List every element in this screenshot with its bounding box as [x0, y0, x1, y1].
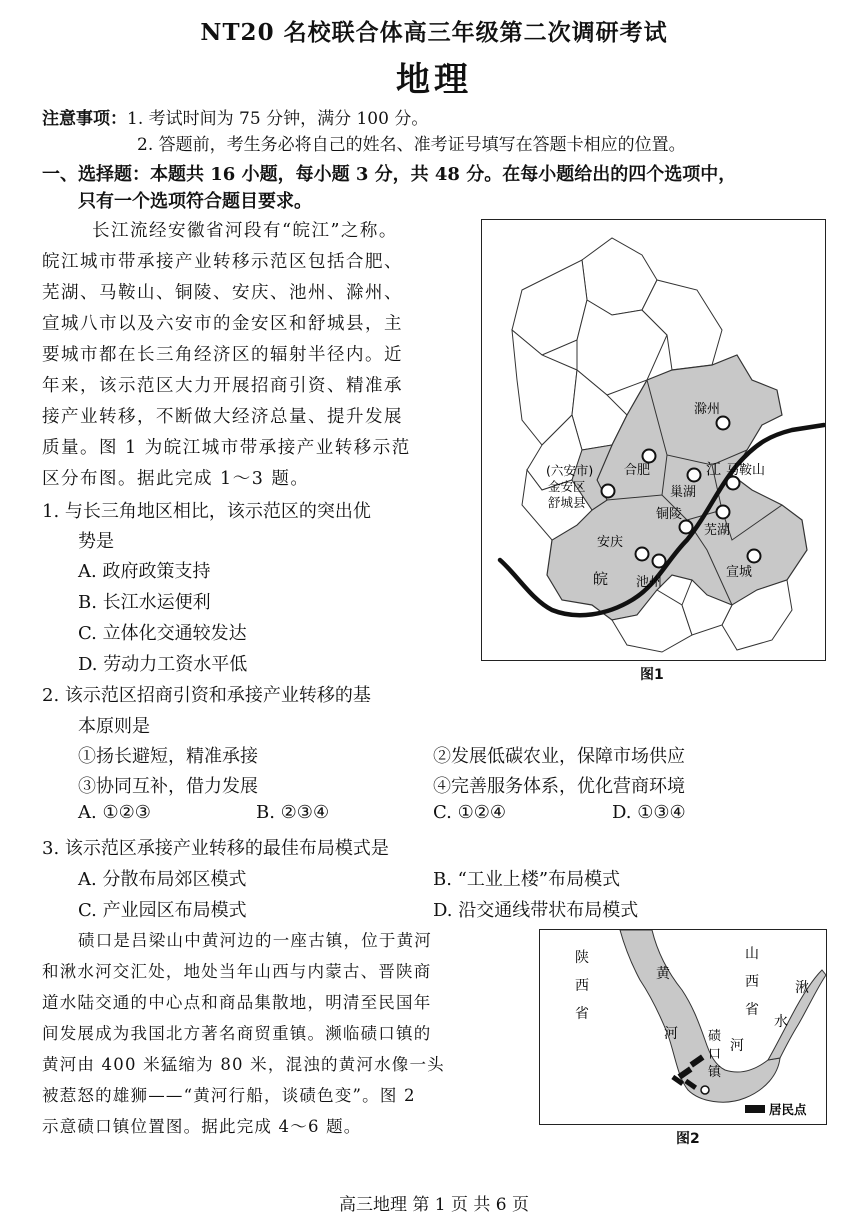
- notice-line-1: [42, 104, 428, 129]
- city-marker-xuancheng: [748, 550, 761, 563]
- label-chizhou: 池州: [636, 575, 663, 590]
- city-marker-chizhou: [653, 555, 666, 568]
- label-chaohu: 巢湖: [670, 485, 697, 500]
- passage-2-line: 和湫水河交汇处，地处当年山西与内蒙古、晋陕商: [42, 962, 432, 981]
- subject-title: 地理: [396, 60, 472, 100]
- label-qikou-1: 碛: [708, 1029, 722, 1044]
- section-heading-line-2: 只有一个选项符合题目要求。: [78, 191, 312, 212]
- label-wuhu: 芜湖: [704, 523, 731, 538]
- legend-label: 居民点: [769, 1102, 807, 1117]
- label-shaanxi-1: 陕: [575, 950, 589, 966]
- label-qikou-2: 口: [708, 1047, 722, 1062]
- notice-label: 注意事项：: [42, 109, 127, 129]
- q2-option-a: A. ①②③: [78, 802, 151, 823]
- legend-settlement-swatch: [745, 1105, 765, 1113]
- notice-item-1: 1. 考试时间为 75 分钟，满分 100 分。: [127, 109, 429, 129]
- label-qiushui-1: 湫: [795, 980, 809, 996]
- label-he: 河: [664, 1026, 678, 1042]
- q3-option-b: B. “工业上楼”布局模式: [433, 869, 621, 890]
- passage-1-line: 质量。图 1 为皖江城市带承接产业转移示范: [42, 438, 411, 458]
- section-heading-line-1: 一、选择题：本题共 16 小题，每小题 3 分，共 48 分。在每小题给出的四个选项中，: [42, 164, 737, 185]
- notice-item-2: 2. 答题前，考生务必将自己的姓名、准考证号填写在答题卡相应的位置。: [137, 135, 686, 155]
- page-footer: 高三地理 第 1 页 共 6 页: [338, 1195, 530, 1215]
- q2-item-1: ①扬长避短，精准承接: [78, 746, 258, 767]
- q1-stem-2: 势是: [78, 531, 114, 552]
- figure-2-map: [539, 929, 827, 1125]
- q2-item-4: ④完善服务体系，优化营商环境: [433, 776, 685, 797]
- label-anqing: 安庆: [597, 535, 624, 550]
- passage-1-line: 宣城八市以及六安市的金安区和舒城县，主: [42, 314, 403, 334]
- q1-option-b: B. 长江水运便利: [78, 592, 211, 613]
- passage-2-line: 黄河由 400 米猛缩为 80 米，混浊的黄河水像一头: [42, 1055, 445, 1074]
- city-marker-tongling: [680, 521, 693, 534]
- q3-option-d: D. 沿交通线带状布局模式: [433, 900, 639, 921]
- city-marker-maanshan: [727, 477, 740, 490]
- label-shanxi-2: 西: [745, 974, 759, 990]
- label-huang: 黄: [656, 966, 670, 982]
- q3-stem: 3. 该示范区承接产业转移的最佳布局模式是: [42, 838, 389, 859]
- label-shanxi-1: 山: [745, 946, 759, 962]
- passage-1-line: 年来，该示范区大力开展招商引资、精准承: [42, 376, 403, 396]
- passage-2-line: 碛口是吕梁山中黄河边的一座古镇，位于黄河: [78, 931, 432, 950]
- q1-option-c: C. 立体化交通较发达: [78, 623, 247, 644]
- passage-1-line: 要城市都在长三角经济区的辐射半径内。近: [42, 345, 403, 365]
- exam-title: NT20 名校联合体高三年级第二次调研考试: [200, 19, 668, 46]
- figure-2-svg: [540, 930, 826, 1124]
- passage-1: [42, 216, 466, 495]
- passage-2: [42, 925, 522, 1142]
- figure-1-map: [481, 219, 826, 661]
- city-marker-hefei: [643, 450, 656, 463]
- city-marker-chuzhou: [717, 417, 730, 430]
- passage-1-line: 芜湖、马鞍山、铜陵、安庆、池州、滁州、: [42, 283, 403, 303]
- q2-option-d: D. ①③④: [612, 802, 686, 823]
- passage-1-line: 区分布图。据此完成 1～3 题。: [42, 469, 310, 489]
- q1-stem-1: 1. 与长三角地区相比，该示范区的突出优: [42, 501, 371, 522]
- label-hefei: 合肥: [624, 463, 651, 478]
- qikou-town-marker: [701, 1086, 709, 1094]
- passage-2-line: 被惹怒的雄狮——“黄河行船，谈碛色变”。图 2: [42, 1086, 416, 1105]
- q3-option-c: C. 产业园区布局模式: [78, 900, 247, 921]
- city-marker-anqing: [636, 548, 649, 561]
- label-maanshan: 马鞍山: [726, 463, 766, 478]
- label-liuan-2: 金安区: [548, 479, 586, 494]
- passage-1-line: 接产业转移，不断做大经济总量、提升发展: [42, 407, 403, 427]
- label-qiushui-2: 水: [774, 1014, 788, 1030]
- label-xuancheng: 宣城: [726, 565, 753, 580]
- q1-option-d: D. 劳动力工资水平低: [78, 654, 248, 675]
- q2-item-3: ③协同互补，借力发展: [78, 776, 258, 797]
- label-shanxi-3: 省: [745, 1002, 759, 1018]
- label-wan: 皖: [593, 570, 609, 588]
- passage-2-line: 间发展成为我国北方著名商贸重镇。濒临碛口镇的: [42, 1024, 432, 1043]
- label-jiang: 江: [706, 460, 722, 478]
- figure-1-caption: 图1: [640, 667, 664, 683]
- passage-1-line: 长江流经安徽省河段有“皖江”之称。: [92, 221, 398, 241]
- q2-stem-2: 本原则是: [78, 716, 150, 737]
- q2-option-b: B. ②③④: [256, 802, 330, 823]
- q2-stem-1: 2. 该示范区招商引资和承接产业转移的基: [42, 685, 371, 706]
- label-chuzhou: 滁州: [694, 402, 721, 417]
- q2-item-2: ②发展低碳农业，保障市场供应: [433, 746, 685, 767]
- city-marker-liuan: [602, 485, 615, 498]
- label-liuan-1: (六安市): [546, 463, 594, 478]
- passage-2-line: 示意碛口镇位置图。据此完成 4～6 题。: [42, 1117, 362, 1136]
- q3-option-a: A. 分散布局郊区模式: [78, 869, 247, 890]
- label-qikou-3: 镇: [708, 1065, 722, 1080]
- q1-option-a: A. 政府政策支持: [78, 561, 211, 582]
- label-qiushui-3: 河: [730, 1038, 744, 1054]
- figure-1-svg: [482, 220, 825, 660]
- city-marker-chaohu: [688, 469, 701, 482]
- passage-2-line: 道水陆交通的中心点和商品集散地，明清至民国年: [42, 993, 432, 1012]
- label-shaanxi-2: 西: [575, 978, 589, 994]
- label-tongling: 铜陵: [656, 507, 683, 522]
- label-liuan-3: 舒城县: [548, 495, 586, 510]
- label-shaanxi-3: 省: [575, 1006, 589, 1022]
- passage-1-line: 皖江城市带承接产业转移示范区包括合肥、: [42, 252, 403, 272]
- figure-2-caption: 图2: [676, 1131, 700, 1147]
- city-marker-wuhu: [717, 506, 730, 519]
- q2-option-c: C. ①②④: [433, 802, 506, 823]
